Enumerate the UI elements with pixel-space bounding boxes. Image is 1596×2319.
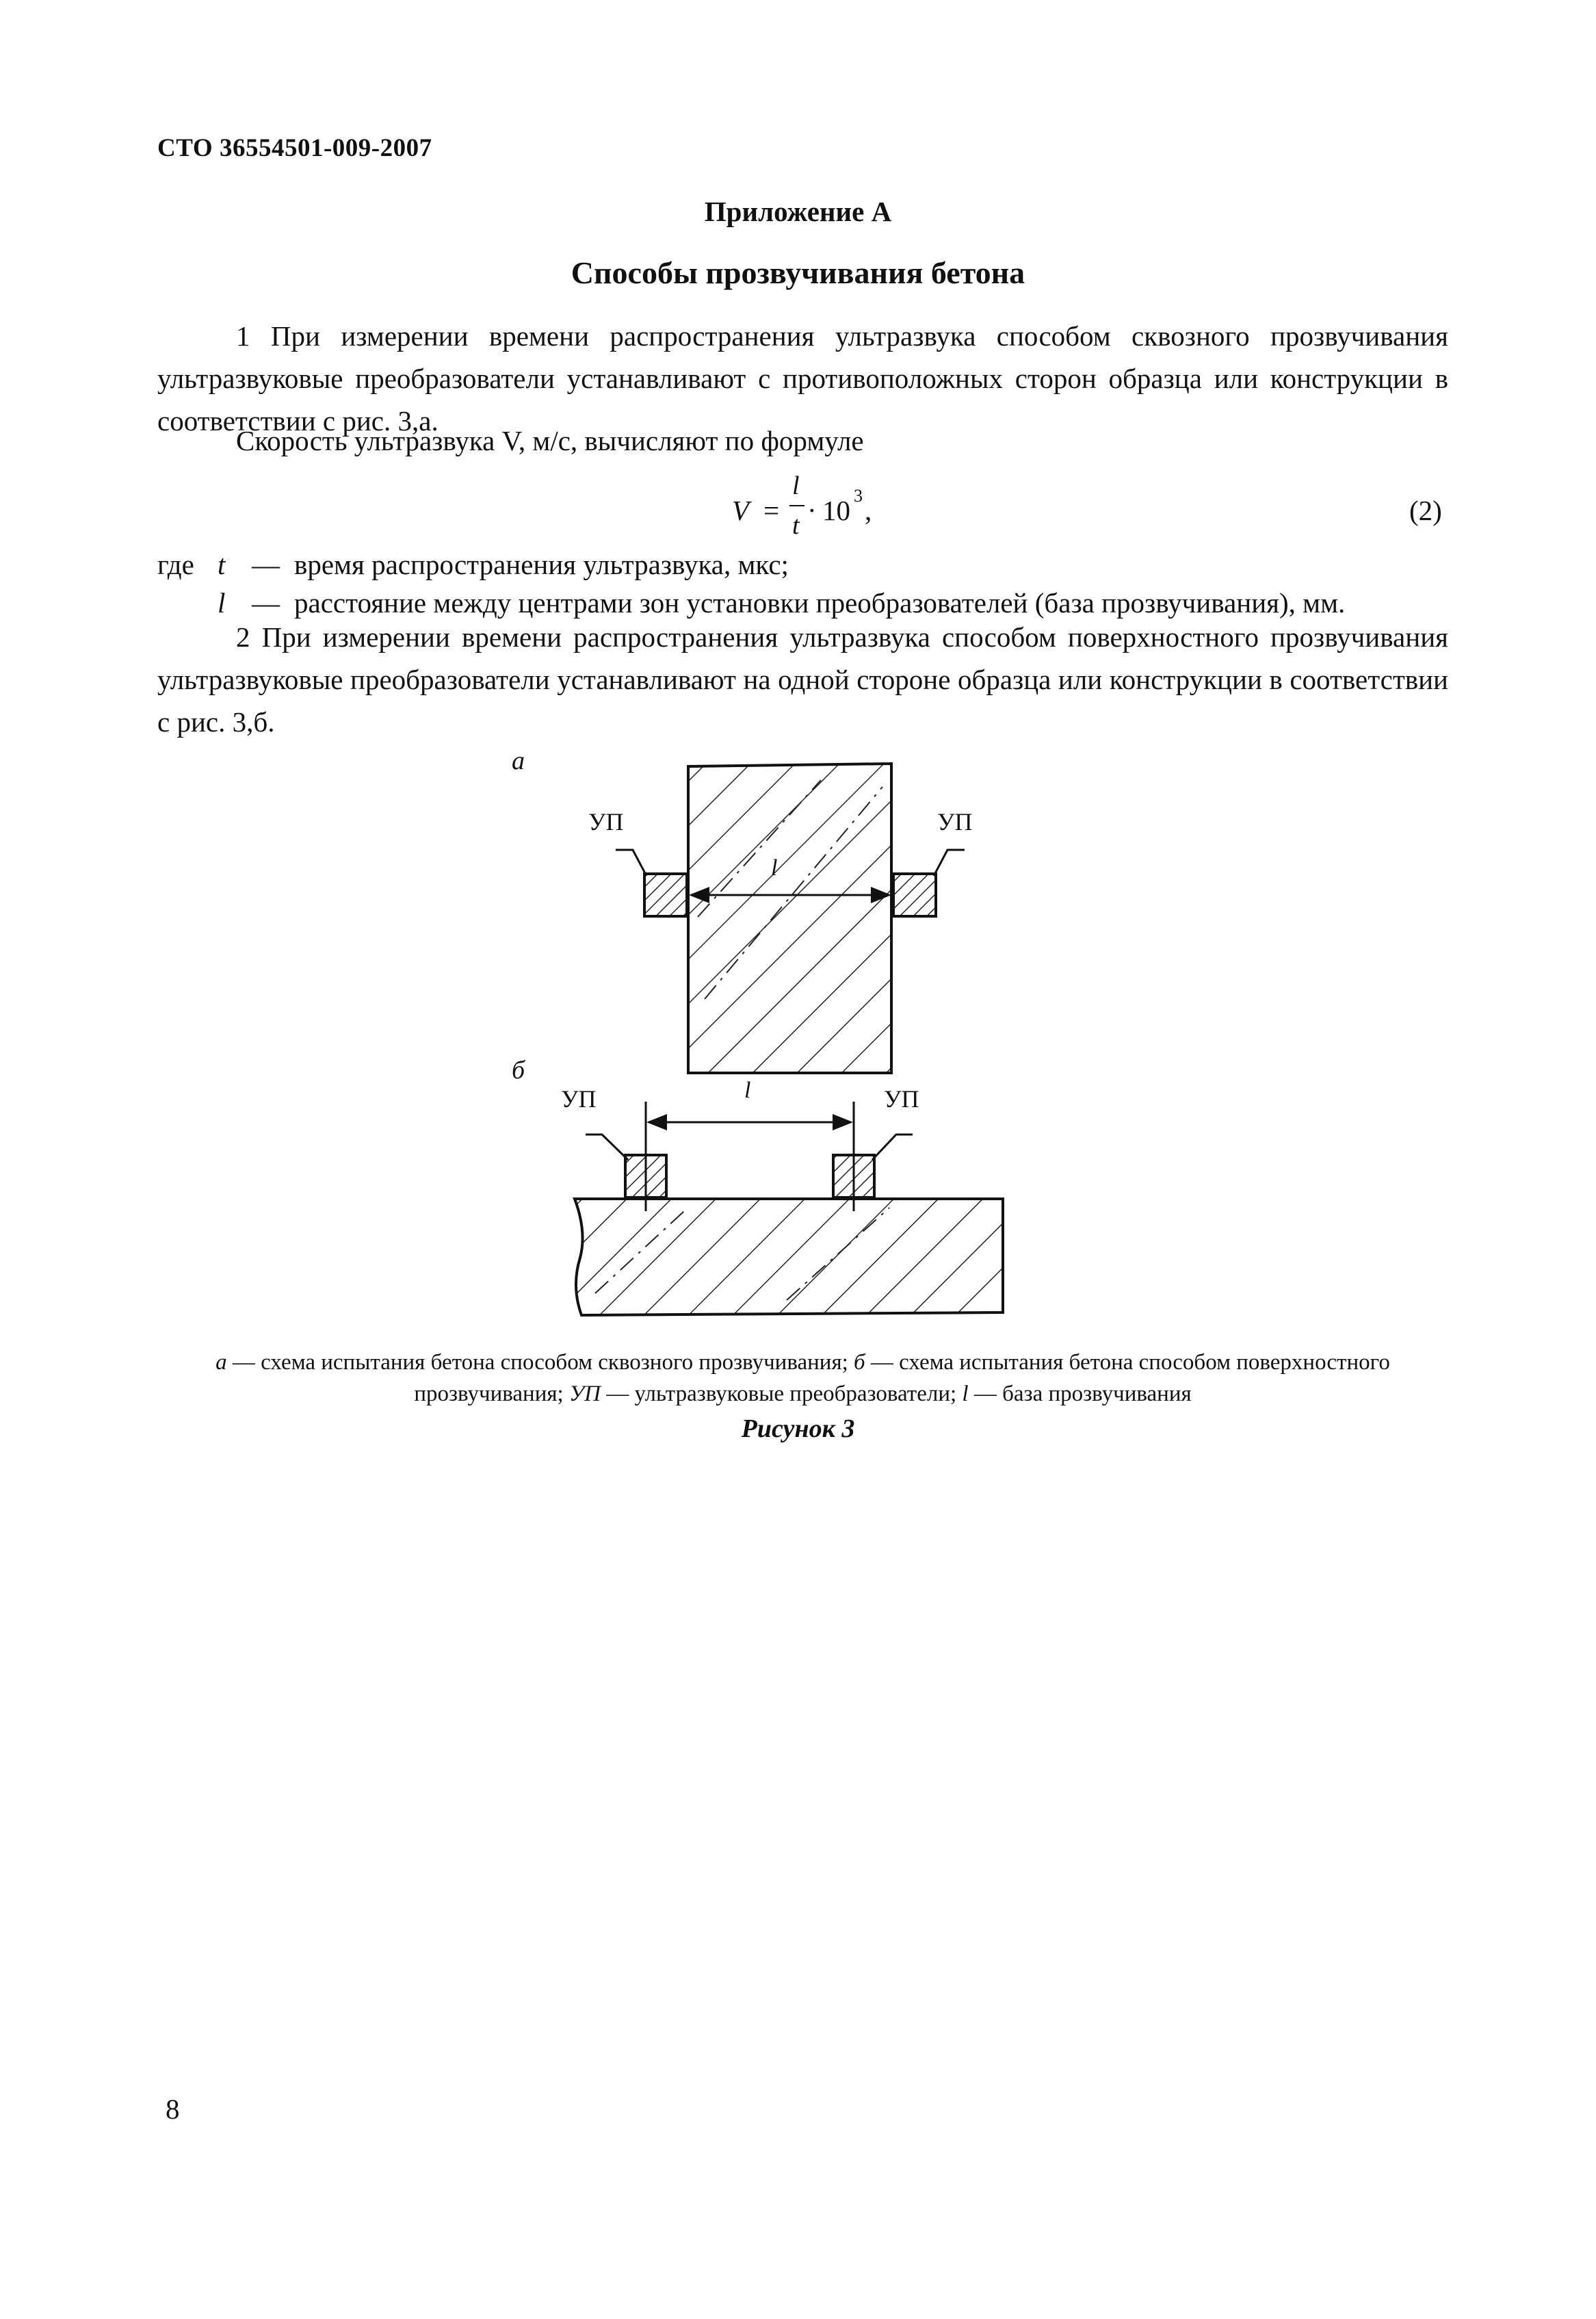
page-number: 8 [166,2093,180,2125]
leader-a-left [616,850,646,876]
transducer-a-right [893,874,936,916]
caption-part: l [962,1382,969,1406]
formula-lhs: V [732,495,750,526]
definition-text: время распространения ультразвука, мкс; [294,549,789,580]
formula-dot: · [807,495,817,526]
caption-part: — ультразвуковые преобразователи; [601,1382,963,1406]
definition-symbol: l [218,587,226,619]
leader-a-right [934,850,965,876]
figure-caption [157,1347,1448,1410]
formula-equals: = [763,495,780,526]
formula-number: (2) [1409,495,1442,526]
formula-exponent: 3 [854,486,863,506]
caption-part: — база прозвучивания [968,1382,1192,1406]
caption-part: УП [568,1382,601,1406]
paragraph-2: 2 При измерении времени распространения ультразвука способом поверхностного прозвучивания ультразвуковые преобразователи устанавливают на одной стороне образца или конструкции в соответствии с рис. 3,б. [157,621,1448,738]
transducer-label: УП [937,808,973,835]
definition-dash: — [252,587,280,619]
figure-title: Рисунок 3 [741,1414,855,1443]
formula-numerator: l [792,471,800,500]
transducer-label: УП [561,1085,597,1113]
caption-part: — схема испытания бетона способом сквозного прозвучивания; [226,1350,854,1375]
leader-b-right [872,1135,913,1160]
transducer-a-left [644,874,687,916]
formula-comma: , [865,495,872,526]
definition-symbol: t [218,549,226,580]
caption-part: — схема испытания бетона способом поверхностного прозвучивания; [414,1350,1390,1406]
formula-power-base: 10 [822,495,850,526]
transducer-label: УП [588,808,624,835]
figure-part-b-label: б [512,1056,525,1085]
base-label: l [771,855,778,881]
definition-dash: — [252,549,280,580]
specimen-a [688,764,891,1073]
caption-part: б [854,1350,865,1375]
section-title: Способы прозвучивания бетона [571,255,1025,290]
transducer-label: УП [884,1085,919,1113]
specimen-b [575,1199,1003,1315]
leader-b-left [586,1135,628,1160]
caption-part: а [215,1350,227,1375]
definition-lead: где [157,549,194,580]
definition-text: расстояние между центрами зон установки преобразователей (база прозвучивания), мм. [294,587,1346,619]
paragraph-speed: Скорость ультразвука V, м/с, вычисляют по формуле [236,425,864,456]
figure-part-a-label: а [512,747,525,775]
paragraph-1: 1 При измерении времени распространения ультразвука способом сквозного прозвучивания ультразвуковые преобразователи устанавливают с противоположных сторон образца или конструкции в соответствии с рис. 3,а. [157,320,1448,437]
formula-denominator: t [792,511,800,540]
document-code: СТО 36554501-009-2007 [157,134,432,162]
appendix-title: Приложение А [704,196,892,227]
base-label: l [744,1078,751,1103]
